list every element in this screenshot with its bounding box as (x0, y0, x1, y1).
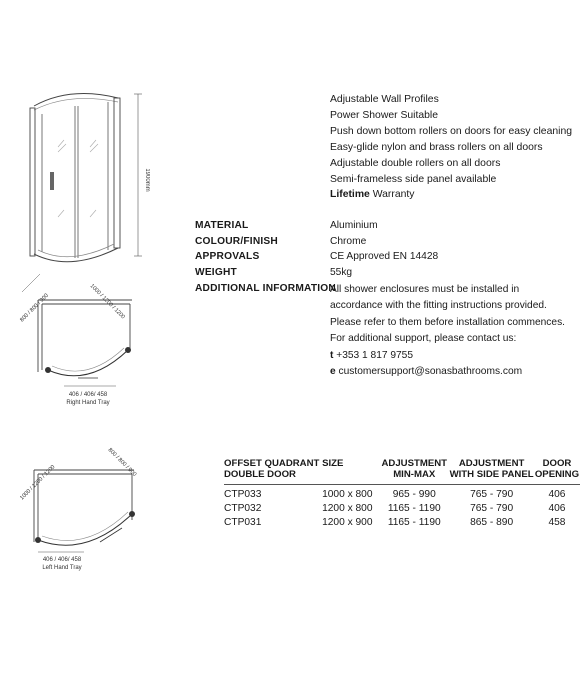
email-address[interactable]: customersupport@sonasbathrooms.com (338, 366, 523, 378)
colour-value: Chrome (330, 236, 367, 247)
table-cell: 406 (548, 503, 566, 514)
header-size: SIZE (322, 458, 344, 469)
header-door-opening: DOOR OPENING (534, 458, 580, 480)
approvals-label: APPROVALS (195, 251, 260, 262)
feature-list (330, 92, 572, 203)
phone-number[interactable]: +353 1 817 9755 (336, 349, 414, 361)
table-cell: 1165 - 1190 (387, 517, 441, 528)
warranty-feature (330, 187, 572, 203)
table-cell: 765 - 790 (449, 485, 534, 502)
table-cell: CTP033 (224, 485, 322, 502)
additional-line: All shower enclosures must be installed in (330, 284, 520, 295)
additional-line: accordance with the fitting instructions provided. (330, 300, 547, 312)
rh-size-a-label: 800 / 800 / 900 (19, 292, 50, 324)
table-cell: 458 (548, 517, 566, 528)
email-line (330, 364, 565, 380)
header-adjustment-side-panel: ADJUSTMENT WITH SIDE PANEL (449, 458, 534, 480)
phone-line (330, 348, 565, 364)
feature-item: Adjustable double rollers on all doors (330, 157, 501, 169)
product-table (224, 458, 580, 529)
rh-size-b-label: 1000 / 1200 / 1200 (88, 283, 126, 321)
table-cell: 865 - 890 (470, 517, 514, 528)
front-elevation-drawing (20, 92, 150, 272)
table-cell: 765 - 790 (470, 503, 514, 514)
table-row (224, 501, 580, 515)
approvals-value: CE Approved EN 14428 (330, 251, 439, 262)
phone-prefix: t (330, 349, 334, 361)
colour-label: COLOUR/FINISH (195, 236, 278, 247)
table-cell: 406 (534, 485, 580, 502)
header-model: OFFSET QUADRANT DOUBLE DOOR (224, 458, 320, 480)
feature-item: Adjustable Wall Profiles (330, 94, 439, 105)
lh-size-a-label: 1000 / 1200 / 1200 (19, 464, 57, 502)
table-header-row (224, 458, 580, 485)
rh-tray-label: Right Hand Tray (66, 400, 110, 406)
weight-value: 55kg (330, 267, 353, 278)
rh-opening-label: 406 / 406/ 458 (68, 392, 108, 398)
email-prefix: e (330, 366, 336, 378)
additional-info-label: ADDITIONAL INFORMATION (195, 283, 336, 294)
table-cell: 1000 x 800 (322, 485, 379, 502)
table-row (224, 515, 580, 529)
additional-info-text (330, 282, 565, 380)
table-cell: 1200 x 800 (322, 503, 373, 514)
lh-tray-label: Left Hand Tray (42, 565, 82, 571)
feature-item: Power Shower Suitable (330, 109, 439, 121)
feature-item: Push down bottom rollers on doors for easy cleaning (330, 125, 573, 137)
table-cell: 1165 - 1190 (387, 503, 441, 514)
lh-size-b-label: 800 / 800 / 900 (106, 447, 138, 478)
warranty-rest: Warranty (369, 189, 415, 201)
table-cell: CTP031 (224, 517, 262, 528)
feature-item: Semi-frameless side panel available (330, 173, 497, 185)
table-cell: 965 - 990 (379, 485, 449, 502)
table-row (224, 485, 580, 502)
material-label: MATERIAL (195, 220, 249, 231)
feature-item: Easy-glide nylon and brass rollers on all doors (330, 141, 543, 153)
additional-line: Please refer to them before installation commences. (330, 316, 565, 328)
left-hand-tray-drawing (14, 440, 164, 590)
additional-line: For additional support, please contact us: (330, 333, 517, 345)
table-cell: CTP032 (224, 503, 262, 514)
material-value: Aluminium (330, 220, 378, 231)
warranty-bold: Lifetime (330, 189, 370, 201)
right-hand-tray-drawing (18, 270, 158, 420)
table-cell: 1200 x 900 (322, 517, 373, 528)
lh-opening-label: 406 / 406/ 458 (42, 557, 82, 563)
header-adjustment: ADJUSTMENT MIN-MAX (381, 458, 448, 480)
height-dimension-label: 1900mm (144, 168, 150, 192)
weight-label: WEIGHT (195, 267, 237, 278)
